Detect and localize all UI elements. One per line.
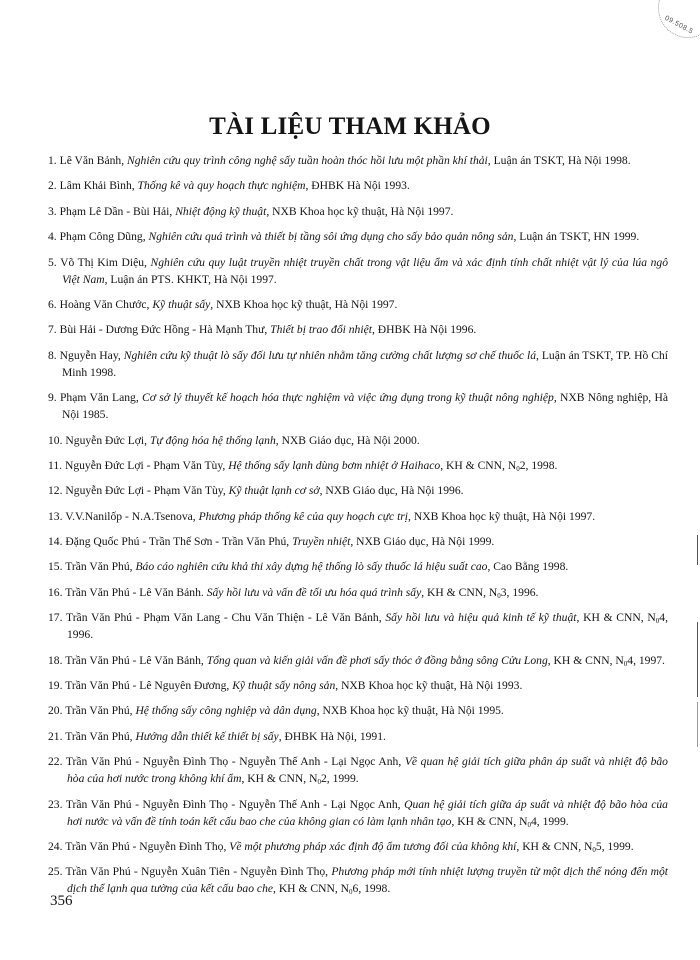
reference-title: Phương pháp mới tính nhiệt lượng truyền từ một dịch thể nóng đến một dịch thể lạnh qua tường của kết cấu bao che — [67, 865, 669, 896]
reference-list — [48, 152, 668, 906]
reference-publication-tail: 3, 1996. — [500, 585, 539, 599]
issue-subscript: 0 — [623, 659, 628, 668]
reference-title: Cơ sở lý thuyết kế hoạch hóa thực nghiệm và việc ứng dụng trong kỹ thuật nông nghiệp — [142, 391, 554, 405]
reference-authors: Trần Văn Phú, — [65, 704, 136, 718]
reference-title: Hướng dẫn thiết kế thiết bị sấy — [135, 729, 279, 743]
reference-number: 18. — [48, 653, 63, 667]
reference-number: 3. — [48, 204, 57, 218]
reference-authors: Nguyễn Đức Lợi - Phạm Văn Tùy, — [65, 484, 229, 498]
reference-item — [48, 677, 668, 694]
reference-publication: , KH & CNN, N — [547, 653, 624, 667]
reference-publication: , ĐHBK Hà Nội 1996. — [371, 323, 477, 337]
reference-authors: Trần Văn Phú - Nguyễn Xuân Tiên - Nguyễn Đình Thọ, — [65, 865, 332, 879]
issue-subscript: 0 — [516, 464, 520, 473]
reference-item — [48, 796, 668, 830]
reference-item — [48, 254, 668, 288]
reference-number: 6. — [48, 297, 57, 311]
reference-publication-tail: 4, 1996. — [67, 611, 668, 642]
reference-item — [48, 584, 668, 601]
reference-authors: Phạm Công Dũng, — [59, 230, 149, 244]
reference-item — [48, 533, 668, 550]
reference-publication: , ĐHBK Hà Nội, 1991. — [278, 729, 386, 743]
reference-authors: Võ Thị Kim Diệu, — [60, 255, 151, 269]
reference-authors: Lâm Khải Bình, — [59, 179, 138, 193]
reference-publication-tail: 4, 1999. — [530, 814, 569, 828]
reference-publication: , NXB Giáo dục, Hà Nội 1999. — [350, 535, 495, 549]
reference-publication: , KH & CNN, N — [241, 772, 318, 786]
reference-publication: , NXB Khoa học kỹ thuật, Hà Nội 1997. — [210, 297, 398, 311]
scan-edge-mark — [697, 535, 698, 565]
reference-item — [48, 609, 668, 643]
reference-number: 13. — [48, 509, 63, 523]
reference-item — [48, 863, 668, 897]
issue-subscript: 0 — [527, 820, 531, 829]
reference-authors: Trần Văn Phú - Nguyễn Đình Thọ - Nguyễn Thế Anh - Lại Ngọc Anh, — [65, 797, 405, 811]
reference-item — [48, 508, 668, 525]
reference-title: Nghiên cứu kỹ thuật lò sấy đối lưu tự nhiên nhằm tăng cường chất lượng sơ chế thuốc lá — [123, 348, 536, 362]
reference-title: Về quan hệ giải tích giữa phân áp suất và nhiệt độ bão hòa của hơi nước trong không khí ẩm — [67, 755, 668, 786]
reference-publication: , Cao Bằng 1998. — [487, 560, 569, 574]
reference-item — [48, 152, 668, 169]
reference-publication-tail: 2, 1999. — [320, 772, 359, 786]
reference-title: Hệ thống sấy công nghiệp và dân dụng — [135, 704, 317, 718]
reference-publication: , KH & CNN, N — [421, 585, 498, 599]
reference-number: 21. — [48, 729, 63, 743]
reference-title: Tổng quan và kiến giải vấn đề phơi sấy thóc ở đồng bằng sông Cửu Long — [206, 653, 548, 667]
reference-title: Báo cáo nghiên cứu khả thi xây dựng hệ thống lò sấy thuốc lá hiệu suất cao — [135, 560, 488, 574]
reference-publication: , NXB Giáo dục, Hà Nội 1996. — [319, 484, 464, 498]
reference-publication: , NXB Khoa học kỹ thuật, Hà Nội 1997. — [408, 509, 596, 523]
reference-title: Thiết bị trao đổi nhiệt — [270, 323, 372, 337]
reference-authors: Nguyễn Đức Lợi - Phạm Văn Tùy, — [64, 458, 229, 472]
reference-number: 19. — [48, 679, 63, 693]
issue-subscript: 0 — [349, 888, 353, 897]
reference-title: Hệ thống sấy lạnh dùng bơm nhiệt ở Haihaco — [228, 458, 441, 472]
reference-publication-tail: 4, 1997. — [627, 653, 665, 667]
reference-item — [48, 432, 668, 449]
reference-item — [48, 347, 668, 381]
reference-publication: , Luận án TSKT, TP. Hồ Chí Minh 1998. — [62, 348, 668, 379]
reference-title: Nghiên cứu quy luật truyền nhiệt truyền chất trong vật liệu ẩm và xác định tính chất nhiệt vật lý của lúa ngô Việt Nam — [62, 255, 668, 286]
reference-item — [48, 482, 668, 499]
reference-title: Kỹ thuật sấy nông sản — [232, 679, 336, 693]
reference-publication: , Luận án PTS. KHKT, Hà Nội 1997. — [104, 272, 277, 286]
reference-item — [48, 296, 668, 313]
reference-publication: , KH & CNN, N — [451, 814, 528, 828]
reference-item — [48, 753, 668, 787]
reference-publication: , NXB Nông nghiệp, Hà Nội 1985. — [62, 391, 668, 422]
reference-publication: , KH & CNN, N — [273, 882, 350, 896]
reference-title: Nghiên cứu quá trình và thiết bị tầng sôi ứng dụng cho sấy bảo quản nông sản — [148, 230, 514, 244]
reference-number: 12. — [48, 484, 63, 498]
reference-publication: , ĐHBK Hà Nội 1993. — [305, 179, 410, 193]
reference-item — [48, 177, 668, 194]
reference-authors: Trần Văn Phú - Nguyễn Đình Thọ, — [65, 839, 230, 853]
reference-publication-tail: 2, 1998. — [519, 458, 558, 472]
reference-authors: Trần Văn Phú - Lê Văn Bảnh, — [65, 653, 207, 667]
reference-number: 2. — [48, 179, 57, 193]
reference-title: Phương pháp thống kê của quy hoạch cực trị — [198, 509, 409, 523]
reference-item — [48, 652, 668, 669]
reference-authors: Trần Văn Phú - Lê Nguyên Đương, — [65, 679, 233, 693]
reference-authors: Nguyễn Hay, — [59, 348, 124, 362]
library-stamp — [647, 0, 700, 49]
reference-authors: Lê Văn Bảnh, — [59, 154, 128, 167]
reference-publication: , KH & CNN, N — [516, 839, 593, 853]
reference-number: 14. — [48, 535, 63, 549]
reference-number: 20. — [48, 704, 63, 718]
reference-authors: Hoàng Văn Chước, — [59, 297, 153, 311]
page-title: TÀI LIỆU THAM KHẢO — [209, 112, 491, 140]
reference-publication: , NXB Khoa học kỹ thuật, Hà Nội 1995. — [316, 704, 504, 718]
reference-title: Kỹ thuật sấy — [152, 297, 211, 311]
reference-item — [48, 389, 668, 423]
reference-number: 9. — [48, 391, 57, 405]
reference-number: 1. — [48, 154, 57, 167]
issue-subscript: 0 — [592, 845, 596, 854]
reference-publication: , KH & CNN, N — [440, 458, 517, 472]
reference-publication: , NXB Giáo dục, Hà Nội 2000. — [275, 433, 420, 447]
reference-item — [48, 838, 668, 855]
reference-title: Truyền nhiệt — [292, 535, 351, 549]
reference-item — [48, 702, 668, 719]
reference-title: Nhiệt động kỹ thuật — [175, 204, 267, 218]
reference-title: Tự động hóa hệ thống lạnh — [149, 433, 276, 447]
reference-authors: Trần Văn Phú - Phạm Văn Lang - Chu Văn Thiện - Lê Văn Bảnh, — [66, 611, 386, 625]
reference-number: 15. — [48, 560, 63, 574]
reference-number: 8. — [48, 348, 57, 362]
reference-authors: Trần Văn Phú, — [65, 560, 136, 574]
reference-number: 23. — [48, 797, 63, 811]
reference-authors: Bùi Hải - Dương Đức Hồng - Hà Mạnh Thư, — [59, 323, 271, 337]
reference-authors: Đặng Quốc Phú - Trần Thế Sơn - Trần Văn Phú, — [65, 535, 293, 549]
reference-number: 25. — [48, 865, 63, 879]
scan-edge-mark — [697, 622, 698, 697]
reference-item — [48, 321, 668, 338]
reference-number: 11. — [48, 458, 63, 472]
issue-subscript: 0 — [497, 591, 501, 600]
reference-title: Thống kê và quy hoạch thực nghiệm — [137, 179, 306, 193]
reference-authors: Phạm Lê Dần - Bùi Hải, — [59, 204, 176, 218]
page-number: 356 — [50, 893, 73, 909]
scan-edge-mark — [697, 702, 698, 747]
reference-title: Về một phương pháp xác định độ ẩm tương đối của không khí — [229, 839, 517, 853]
issue-subscript: 0 — [317, 778, 321, 787]
reference-publication-tail: 5, 1999. — [595, 839, 634, 853]
reference-authors: V.V.Nanilốp - N.A.Tsenova, — [65, 509, 199, 523]
reference-title: Quan hệ giải tích giữa áp suất và nhiệt độ bão hòa của hơi nước và vấn đề tính toán kết cấu bao che của không gian có làm lạnh nhân tạo — [67, 797, 668, 828]
reference-authors: Nguyễn Đức Lợi, — [65, 433, 150, 447]
reference-item — [48, 457, 668, 474]
reference-authors: Phạm Văn Lang, — [59, 391, 143, 405]
reference-title: Nghiên cứu quy trình công nghệ sấy tuần hoàn thóc hồi lưu một phần khí thải — [127, 154, 488, 167]
reference-title: Sấy hồi lưu và hiệu quả kinh tế kỹ thuật — [385, 611, 577, 625]
reference-number: 4. — [48, 230, 57, 244]
reference-authors: Trần Văn Phú, — [65, 729, 136, 743]
reference-number: 16. — [48, 585, 63, 599]
stamp-text: 09.508.5 — [663, 14, 695, 36]
reference-number: 7. — [48, 323, 57, 337]
reference-publication: , Luận án TSKT, HN 1999. — [513, 230, 640, 244]
reference-publication: , NXB Khoa học kỹ thuật, Hà Nội 1993. — [335, 679, 523, 693]
reference-publication: , Luận án TSKT, Hà Nội 1998. — [487, 154, 631, 167]
reference-authors: Trần Văn Phú - Lê Văn Bảnh. — [65, 585, 207, 599]
reference-publication: , NXB Khoa học kỹ thuật, Hà Nội 1997. — [266, 204, 454, 218]
reference-number: 5. — [48, 255, 57, 269]
reference-item — [48, 203, 668, 220]
reference-item — [48, 228, 668, 245]
reference-number: 10. — [48, 433, 63, 447]
reference-publication-tail: 6, 1998. — [352, 882, 391, 896]
reference-title: Sấy hồi lưu và vấn đề tối ưu hóa quá trình sấy — [206, 585, 422, 599]
reference-number: 22. — [48, 755, 63, 769]
reference-authors: Trần Văn Phú - Nguyễn Đình Thọ - Nguyễn Thế Anh - Lại Ngọc Anh, — [65, 755, 405, 769]
reference-item — [48, 728, 668, 745]
issue-subscript: 0 — [655, 617, 660, 626]
reference-number: 24. — [48, 839, 63, 853]
reference-publication: , KH & CNN, N — [576, 611, 656, 625]
reference-item — [48, 558, 668, 575]
reference-title: Kỹ thuật lạnh cơ sở — [228, 484, 320, 498]
reference-number: 17. — [48, 611, 63, 625]
